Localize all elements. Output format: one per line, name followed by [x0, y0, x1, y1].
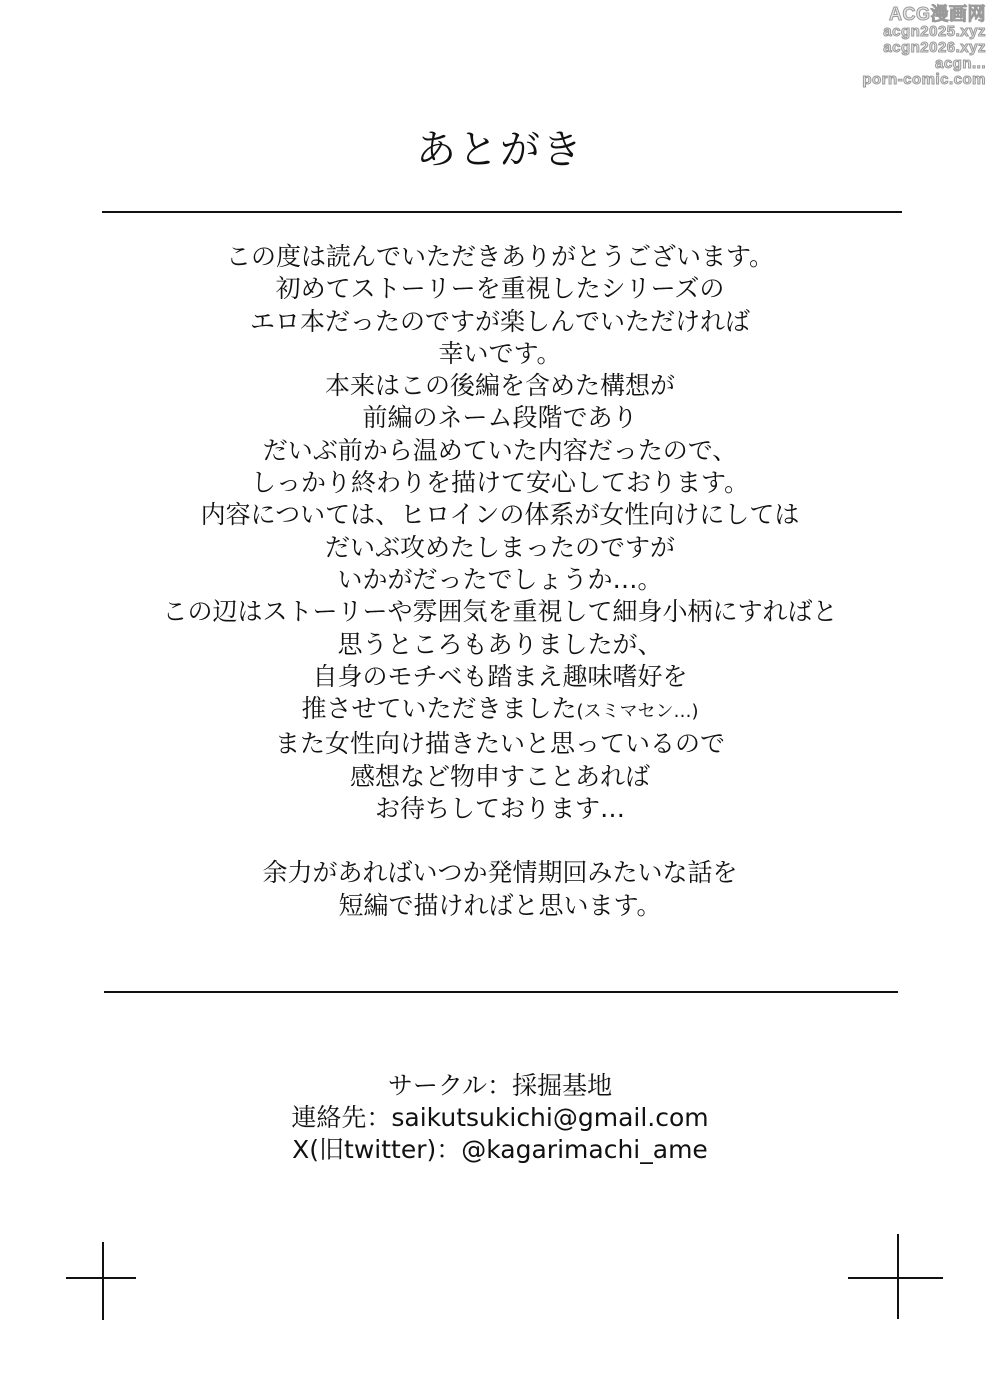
body-line: 本来はこの後編を含めた構想が	[324, 371, 675, 401]
afterword-body	[0, 241, 1000, 922]
contact-email: 連絡先：saikutsukichi@gmail.com	[291, 1103, 709, 1132]
watermark-line: acgn...	[934, 55, 986, 72]
body-line: 感想など物申すことあれば	[349, 761, 650, 791]
bottom-divider	[104, 991, 898, 993]
credits-block	[0, 1070, 1000, 1166]
closing-line: 余力があればいつか発情期回みたいな話を	[262, 858, 738, 888]
body-line: 内容については、ヒロインの体系が女性向けにしては	[200, 500, 800, 530]
page-title: あとがき	[416, 127, 584, 173]
crop-mark-left-horizontal	[66, 1277, 136, 1279]
body-line: 自身のモチベも踏まえ趣味嗜好を	[312, 661, 688, 691]
x-account: X(旧twitter)：@kagarimachi_ame	[292, 1135, 708, 1164]
body-line: いかがだったでしょうか…。	[337, 564, 663, 594]
body-line: 前編のネーム段階であり	[362, 403, 638, 433]
body-line-aside: (スミマセン…)	[576, 701, 699, 723]
body-line: だいぶ前から温めていた内容だったので、	[262, 435, 738, 465]
crop-mark-right-vertical	[897, 1234, 899, 1319]
closing-line: 短編で描ければと思います。	[338, 890, 662, 920]
body-line: エロ本だったのですが楽しんでいただければ	[249, 306, 750, 336]
crop-mark-right-horizontal	[848, 1277, 943, 1279]
paragraph-gap	[0, 825, 1000, 857]
body-line: 思うところもありましたが、	[337, 629, 663, 659]
body-line-main: 推させていただきました	[301, 694, 577, 724]
watermark-line: ACG漫画网	[889, 4, 986, 24]
body-line: また女性向け描きたいと思っているので	[274, 729, 725, 759]
circle-name: サークル：採掘基地	[387, 1071, 613, 1100]
body-line	[0, 693, 1000, 728]
body-line: しっかり終わりを描けて安心しております。	[250, 468, 749, 498]
watermark-line: porn-comic.com	[862, 71, 986, 88]
body-line: この度は読んでいただきありがとうございます。	[225, 242, 774, 271]
body-line: 幸いです。	[438, 338, 562, 368]
body-line: だいぶ攻めたしまったのですが	[324, 532, 675, 562]
body-line: この辺はストーリーや雰囲気を重視して細身小柄にすればと	[162, 597, 838, 627]
body-line: お待ちしております…	[374, 794, 625, 824]
site-watermark	[862, 4, 986, 88]
watermark-line: acgn2025.xyz	[883, 23, 986, 40]
top-divider	[102, 211, 902, 213]
body-line: 初めてストーリーを重視したシリーズの	[275, 274, 725, 304]
crop-mark-left-vertical	[102, 1242, 104, 1320]
watermark-line: acgn2026.xyz	[883, 39, 986, 56]
